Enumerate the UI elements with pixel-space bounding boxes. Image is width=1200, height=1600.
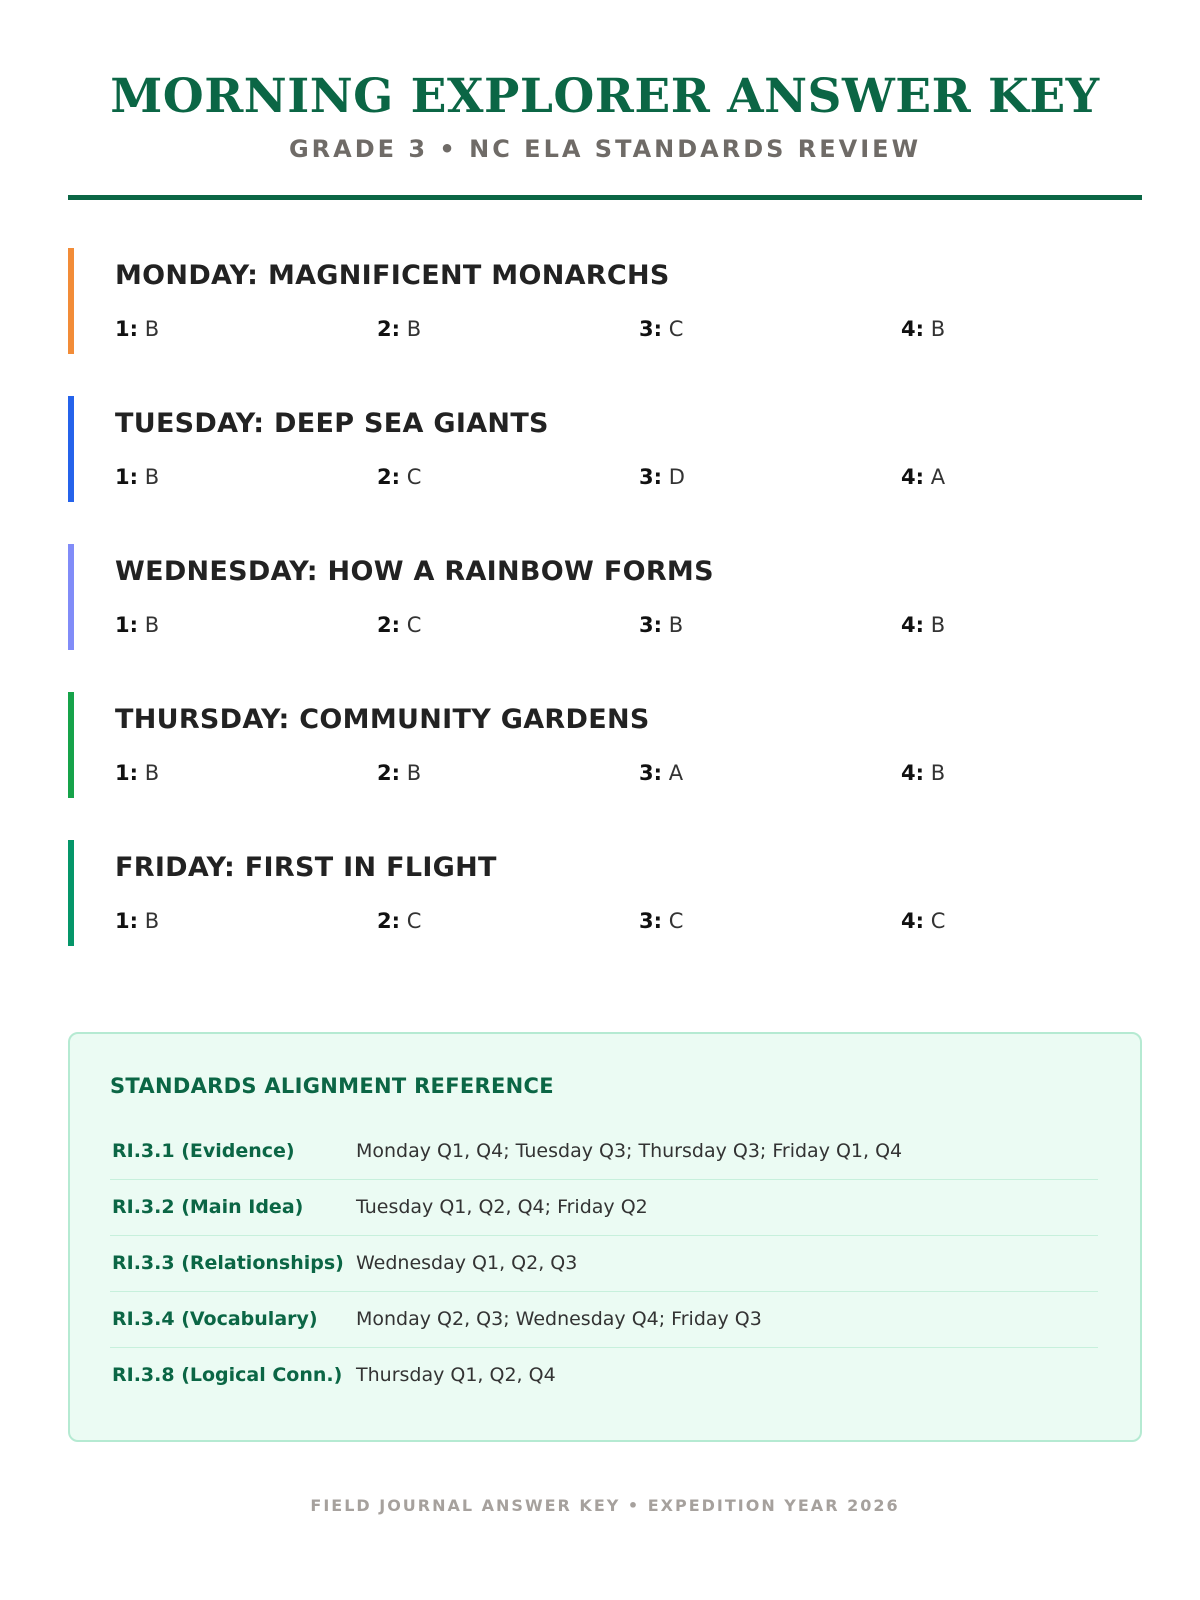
question-number: 4: (901, 761, 925, 785)
standard-questions: Tuesday Q1, Q2, Q4; Friday Q2 (356, 1196, 648, 1218)
answer-item (639, 317, 683, 341)
standards-row (110, 1348, 1098, 1403)
answer-value: B (144, 613, 160, 637)
day-section-tuesday (68, 396, 1142, 502)
answer-value: B (144, 317, 160, 341)
question-number: 4: (901, 909, 925, 933)
answer-item (115, 909, 159, 933)
page-title: MORNING EXPLORER ANSWER KEY (110, 69, 1100, 124)
day-accent-bar (68, 692, 74, 798)
answer-item (115, 613, 159, 637)
question-number: 2: (377, 909, 401, 933)
day-title: MONDAY: MAGNIFICENT MONARCHS (115, 260, 670, 291)
standards-row (110, 1180, 1098, 1236)
standard-code: RI.3.1 (Evidence) (112, 1140, 295, 1162)
answer-item (377, 613, 421, 637)
question-number: 3: (639, 465, 663, 489)
page-subtitle: GRADE 3 • NC ELA STANDARDS REVIEW (288, 135, 922, 163)
question-number: 1: (115, 761, 139, 785)
answer-value: B (406, 761, 422, 785)
question-number: 4: (901, 317, 925, 341)
question-number: 2: (377, 317, 401, 341)
answer-item (377, 909, 421, 933)
day-section-friday (68, 840, 1142, 946)
answer-item (901, 761, 945, 785)
answer-value: B (144, 465, 160, 489)
day-accent-bar (68, 544, 74, 650)
standard-questions: Monday Q2, Q3; Wednesday Q4; Friday Q3 (356, 1308, 762, 1330)
standard-questions: Monday Q1, Q4; Tuesday Q3; Thursday Q3; Friday Q1, Q4 (356, 1140, 903, 1162)
day-section-monday (68, 248, 1142, 354)
answer-value: B (668, 613, 684, 637)
question-number: 3: (639, 613, 663, 637)
day-title: WEDNESDAY: HOW A RAINBOW FORMS (115, 556, 714, 587)
answer-value: C (668, 317, 684, 341)
answer-item (639, 465, 685, 489)
question-number: 3: (639, 909, 663, 933)
answer-item (115, 465, 159, 489)
page-footer: FIELD JOURNAL ANSWER KEY • EXPEDITION YEAR 2026 (310, 1496, 900, 1515)
answer-value: A (668, 761, 684, 785)
answer-item (639, 613, 683, 637)
answer-item (901, 465, 945, 489)
answer-value: B (930, 613, 946, 637)
answer-item (901, 909, 945, 933)
standard-code: RI.3.4 (Vocabulary) (112, 1308, 318, 1330)
day-accent-bar (68, 840, 74, 946)
answer-value: C (930, 909, 946, 933)
answer-item (377, 761, 421, 785)
answer-item (377, 465, 421, 489)
answer-value: B (930, 317, 946, 341)
standards-row (110, 1124, 1098, 1180)
answer-item (639, 761, 683, 785)
day-title: FRIDAY: FIRST IN FLIGHT (115, 852, 497, 883)
question-number: 3: (639, 317, 663, 341)
day-section-thursday (68, 692, 1142, 798)
answer-value: B (406, 317, 422, 341)
standards-row (110, 1236, 1098, 1292)
question-number: 4: (901, 613, 925, 637)
question-number: 1: (115, 465, 139, 489)
answer-item (377, 317, 421, 341)
answer-item (639, 909, 683, 933)
answer-item (115, 761, 159, 785)
question-number: 1: (115, 909, 139, 933)
standard-code: RI.3.2 (Main Idea) (112, 1196, 304, 1218)
day-accent-bar (68, 396, 74, 502)
answer-value: C (406, 909, 422, 933)
standards-row (110, 1292, 1098, 1348)
question-number: 2: (377, 465, 401, 489)
question-number: 1: (115, 317, 139, 341)
standards-reference-panel (68, 1032, 1142, 1442)
question-number: 2: (377, 761, 401, 785)
question-number: 3: (639, 761, 663, 785)
answer-value: B (144, 761, 160, 785)
answer-value: B (930, 761, 946, 785)
standard-questions: Wednesday Q1, Q2, Q3 (356, 1252, 578, 1274)
standards-heading: STANDARDS ALIGNMENT REFERENCE (110, 1074, 554, 1098)
answer-item (115, 317, 159, 341)
question-number: 4: (901, 465, 925, 489)
answer-value: A (930, 465, 946, 489)
answer-value: C (668, 909, 684, 933)
question-number: 1: (115, 613, 139, 637)
day-section-wednesday (68, 544, 1142, 650)
answer-value: D (668, 465, 685, 489)
answer-value: C (406, 613, 422, 637)
day-title: TUESDAY: DEEP SEA GIANTS (115, 408, 549, 439)
standard-code: RI.3.3 (Relationships) (112, 1252, 344, 1274)
day-title: THURSDAY: COMMUNITY GARDENS (115, 704, 650, 735)
question-number: 2: (377, 613, 401, 637)
page-header (68, 68, 1142, 164)
answer-item (901, 317, 945, 341)
answer-value: B (144, 909, 160, 933)
day-accent-bar (68, 248, 74, 354)
answer-item (901, 613, 945, 637)
standard-questions: Thursday Q1, Q2, Q4 (356, 1364, 556, 1386)
answer-value: C (406, 465, 422, 489)
standard-code: RI.3.8 (Logical Conn.) (112, 1364, 343, 1386)
header-divider (68, 195, 1142, 200)
